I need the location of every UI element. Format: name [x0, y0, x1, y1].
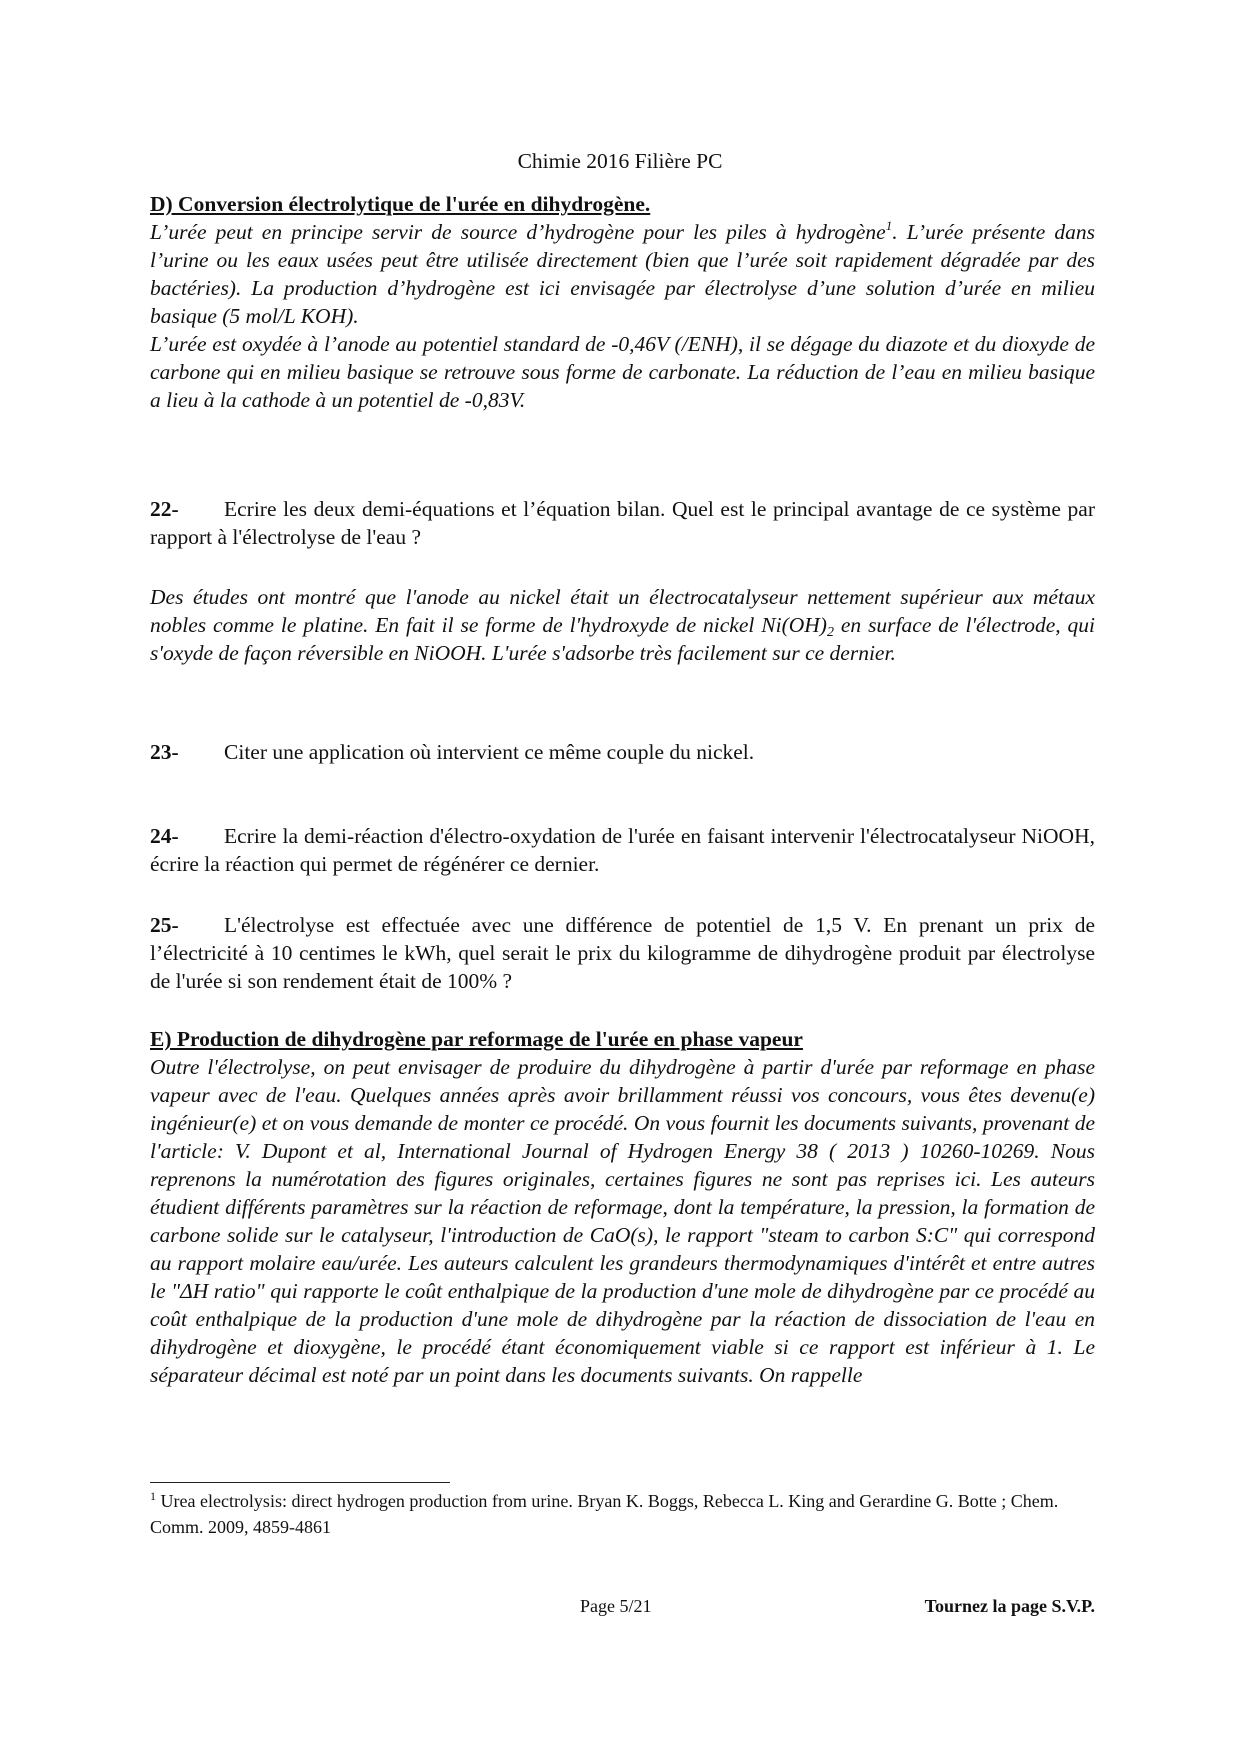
footnote — [150, 1488, 1090, 1540]
question-number: 25- — [150, 913, 179, 937]
question-22 — [150, 495, 1095, 551]
question-number: 24- — [150, 824, 179, 848]
page-header: Chimie 2016 Filière PC — [517, 149, 723, 173]
question-25 — [150, 911, 1095, 995]
question-number: 23- — [150, 740, 179, 764]
question-text: Ecrire la demi-réaction d'électro-oxydation de l'urée en faisant intervenir l'électrocatalyseur NiOOH, écrire la réaction qui permet de régénérer ce dernier. — [150, 824, 1095, 876]
nickel-paragraph-part1: Des études ont montré que l'anode au nickel était un électrocatalyseur nettement supérieur aux métaux nobles comme le platine. En fait il se forme de l'hydroxyde de nickel Ni(OH) — [150, 585, 1095, 637]
subscript-2: 2 — [826, 625, 834, 640]
section-e-title: E) Production de dihydrogène par reformage de l'urée en phase vapeur — [150, 1027, 803, 1051]
question-23 — [150, 738, 1095, 766]
turn-page-note: Tournez la page S.V.P. — [924, 1596, 1095, 1616]
section-e — [150, 1025, 1095, 1389]
nickel-paragraph — [150, 583, 1095, 667]
footnote-divider — [150, 1482, 450, 1483]
question-text: L'électrolyse est effectuée avec une différence de potentiel de 1,5 V. En prenant un prix de l’électricité à 10 centimes le kWh, quel serait le prix du kilogramme de dihydrogène produit par électrolyse de l'urée si son rendement était de 100% ? — [150, 913, 1095, 993]
nickel-paragraph-part2: en surface de l'électrode, qui s'oxyde de façon réversible en NiOOH. L'urée s'adsorbe très facilement sur ce dernier. — [150, 613, 1095, 665]
footnote-text: Urea electrolysis: direct hydrogen production from urine. Bryan K. Boggs, Rebecca L. King and Gerardine G. Botte ; Chem. Comm. 2009, 4859-4861 — [150, 1491, 1059, 1537]
footnote-number: 1 — [150, 1489, 156, 1503]
page-number: Page 5/21 — [580, 1596, 652, 1616]
section-d-intro-part2: . L’urée présente dans l’urine ou les eaux usées peut être utilisée directement (bien que l’urée soit rapidement dégradée par des bactéries). La production d’hydrogène est ici envisagée par électrolyse d’une solution d’urée en milieu basique (5 mol/L KOH). — [150, 220, 1095, 328]
section-d-intro-part1: L’urée peut en principe servir de source d’hydrogène pour les piles à hydrogène — [150, 220, 886, 244]
question-24 — [150, 822, 1095, 878]
section-d-anode-paragraph: L’urée est oxydée à l’anode au potentiel standard de -0,46V (/ENH), il se dégage du diazote et du dioxyde de carbone qui en milieu basique se retrouve sous forme de carbonate. La réduction de l’eau en milieu basique a lieu à la cathode à un potentiel de -0,83V. — [150, 332, 1095, 412]
section-d-title: D) Conversion électrolytique de l'urée en dihydrogène. — [150, 192, 651, 216]
question-text: Citer une application où intervient ce même couple du nickel. — [224, 740, 755, 764]
section-d-intro — [150, 218, 1095, 330]
footnote-ref: 1 — [885, 218, 893, 233]
section-e-text: Outre l'électrolyse, on peut envisager de produire du dihydrogène à partir d'urée par reformage en phase vapeur avec de l'eau. Quelques années après avoir brillamment réussi vos concours, vous êtes devenu(e) ingénieur(e) et on vous demande de monter ce procédé. On vous fournit les documents suivants, provenant de l'article: V. Dupont et al, International Journal of Hydrogen Energy 38 ( 2013 ) 10260-10269. Nous reprenons la numérotation des figures originales, certaines figures ne sont pas reprises ici. Les auteurs étudient différents paramètres sur la réaction de reformage, dont la température, la pression, la formation de carbone solide sur le catalyseur, l'introduction de CaO(s), le rapport "steam to carbon S:C" qui correspond au rapport molaire eau/urée. Les auteurs calculent les grandeurs thermodynamiques d'intérêt et entre autres le "ΔH ratio" qui rapporte le coût enthalpique de la production d'une mole de dihydrogène par ce procédé au coût enthalpique de la production d'une mole de dihydrogène par la réaction de dissociation de l'eau en dihydrogène et dioxygène, le procédé étant économiquement viable si ce rapport est inférieur à 1. Le séparateur décimal est noté par un point dans les documents suivants. On rappelle — [150, 1055, 1095, 1387]
question-text: Ecrire les deux demi-équations et l’équation bilan. Quel est le principal avantage de ce système par rapport à l'électrolyse de l'eau ? — [150, 497, 1095, 549]
question-number: 22- — [150, 497, 179, 521]
section-d — [150, 190, 1095, 414]
